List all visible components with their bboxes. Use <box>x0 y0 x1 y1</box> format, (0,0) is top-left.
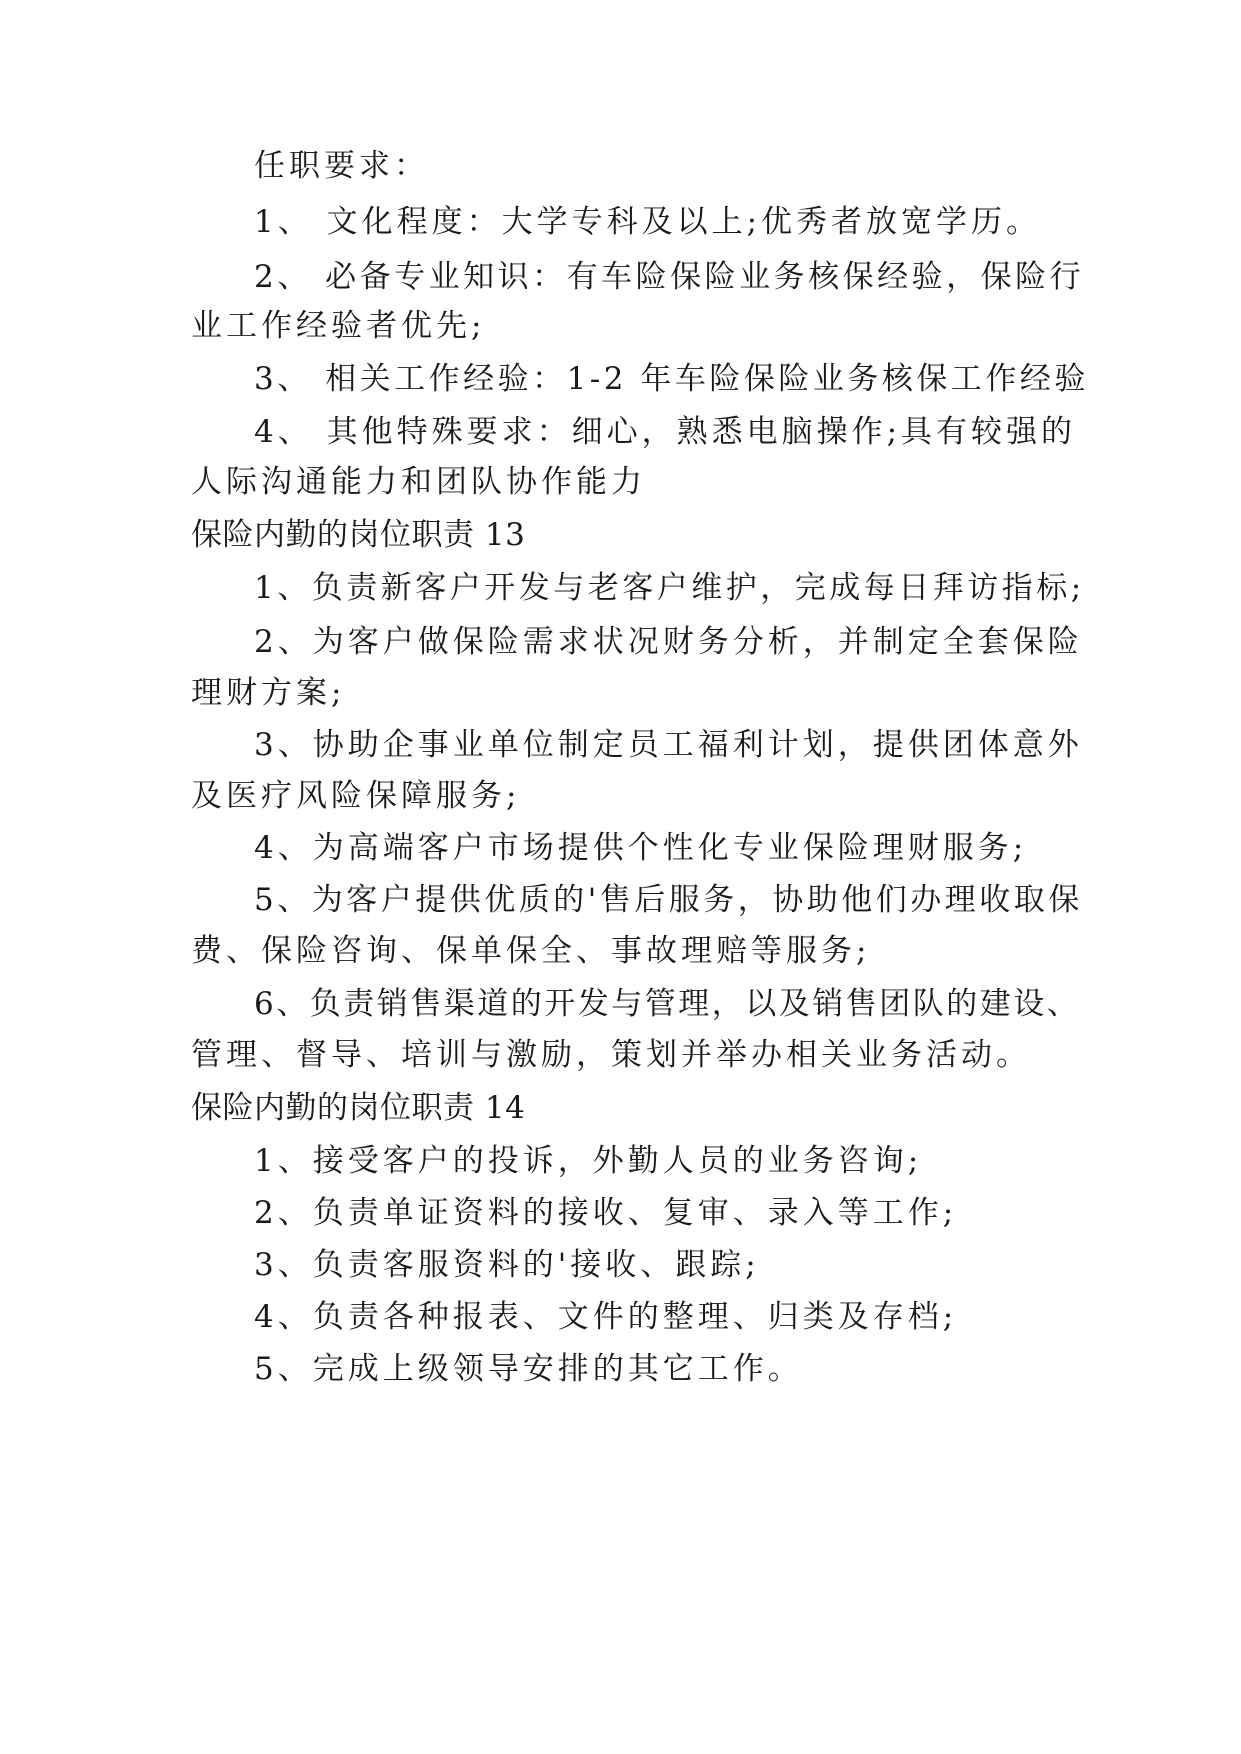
duty-item: 1、负责新客户开发与老客户维护，完成每日拜访指标; <box>254 570 1085 606</box>
duty-item-continuation: 费、保险咨询、保单保全、事故理赔等服务; <box>191 933 871 969</box>
duty-item: 4、为高端客户市场提供个性化专业保险理财服务; <box>254 830 1028 866</box>
duty-item: 2、负责单证资料的接收、复审、录入等工作; <box>254 1195 958 1231</box>
section-heading: 保险内勤的岗位职责 13 <box>191 517 526 553</box>
requirement-item-continuation: 业工作经验者优先; <box>191 308 486 344</box>
duty-item: 6、负责销售渠道的开发与管理，以及销售团队的建设、 <box>254 986 1081 1022</box>
duty-item: 4、负责各种报表、文件的整理、归类及存档; <box>254 1299 958 1335</box>
requirements-title: 任职要求： <box>254 148 429 184</box>
requirement-item: 3、 相关工作经验：1-2 年车险保险业务核保工作经验 <box>254 361 1089 397</box>
duty-item: 5、为客户提供优质的'售后服务，协助他们办理收取保 <box>254 882 1083 918</box>
duty-item-continuation: 管理、督导、培训与激励，策划并举办相关业务活动。 <box>191 1037 1031 1073</box>
duty-item: 3、协助企事业单位制定员工福利计划，提供团体意外 <box>254 727 1083 763</box>
requirement-item: 4、 其他特殊要求：细心，熟悉电脑操作;具有较强的 <box>254 414 1077 450</box>
duty-item-continuation: 理财方案; <box>191 675 346 711</box>
requirement-item: 2、 必备专业知识：有车险保险业务核保经验，保险行 <box>254 259 1085 295</box>
duty-item-continuation: 及医疗风险保障服务; <box>191 778 521 814</box>
requirement-item-continuation: 人际沟通能力和团队协作能力 <box>191 464 646 500</box>
duty-item: 2、为客户做保险需求状况财务分析，并制定全套保险 <box>254 624 1083 660</box>
duty-item: 3、负责客服资料的'接收、跟踪; <box>254 1247 760 1283</box>
duty-item: 1、接受客户的投诉，外勤人员的业务咨询; <box>254 1143 923 1179</box>
requirement-item: 1、 文化程度：大学专科及以上;优秀者放宽学历。 <box>254 204 1042 240</box>
duty-item: 5、完成上级领导安排的其它工作。 <box>254 1351 803 1387</box>
section-heading: 保险内勤的岗位职责 14 <box>191 1090 526 1126</box>
